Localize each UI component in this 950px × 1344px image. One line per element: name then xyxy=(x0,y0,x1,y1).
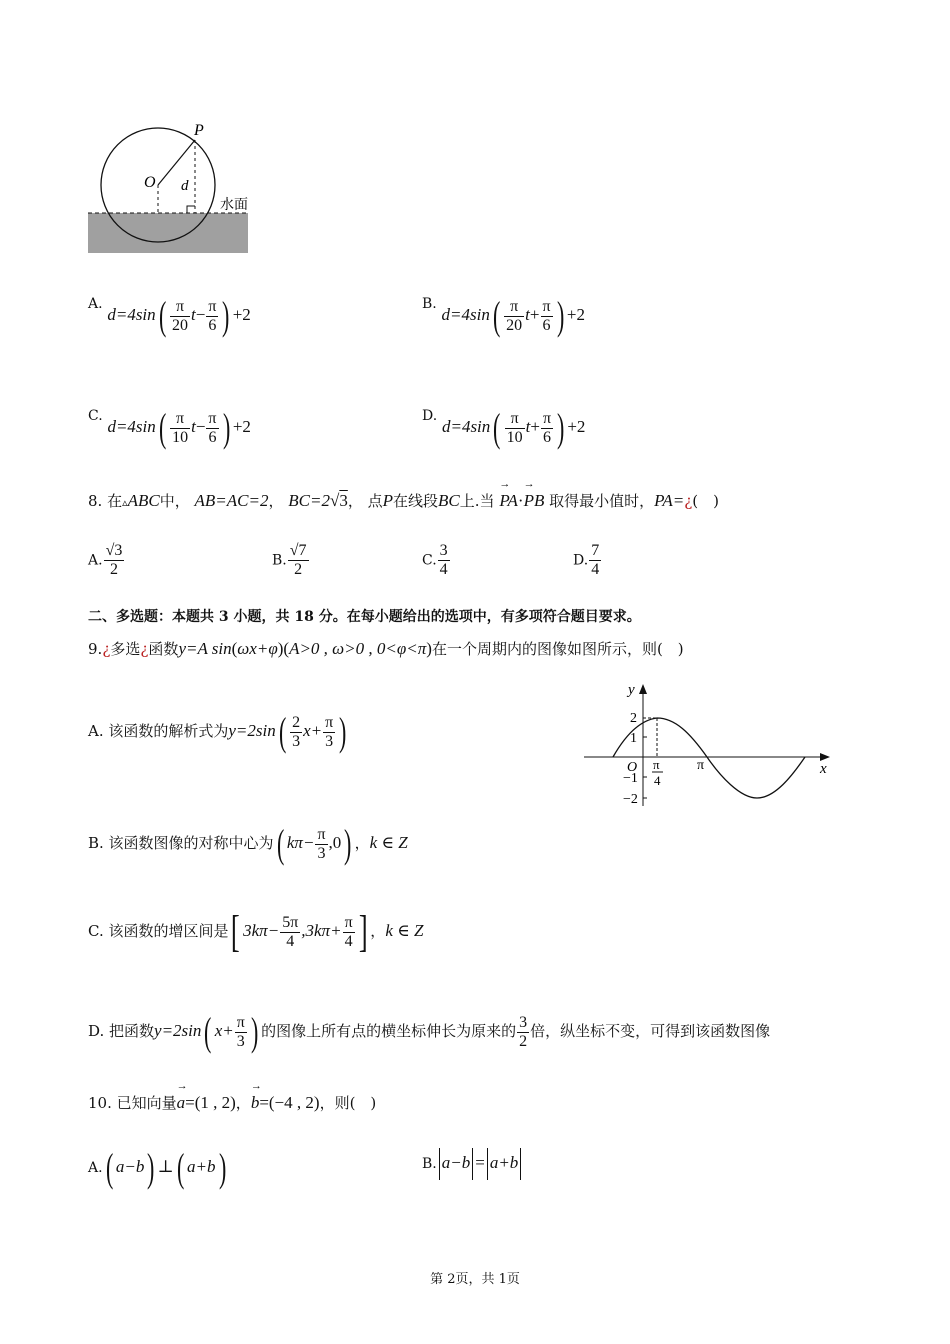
page-footer: 第 2页，共 1页 xyxy=(430,1272,520,1287)
label-1: 1 xyxy=(630,731,637,746)
q8-option-d[interactable]: D. $\frac{7}{4}$ xyxy=(573,542,600,578)
sine-graph xyxy=(580,678,840,810)
option-label: A. xyxy=(88,296,103,312)
radius-op xyxy=(158,140,195,185)
option-label: D. xyxy=(422,408,438,424)
q7-option-d[interactable]: D. d=4sin( $\frac{\pi}{10}$ t+ $\frac{\pi}{6}$ ) +2 xyxy=(422,405,586,450)
q10-option-a[interactable]: A.( a−b) ⊥( a+b) xyxy=(88,1145,226,1190)
right-angle-mark xyxy=(187,206,195,213)
q7-option-b[interactable]: B. d=4sin( $\frac{\pi}{20}$ t+ $\frac{\pi}{6}$ ) +2 xyxy=(422,293,585,338)
q8-option-c[interactable]: C. $\frac{3}{4}$ xyxy=(422,542,448,578)
label-y: y xyxy=(628,682,635,698)
q10-stem: 10. 已知向量→ a=(1 , 2)，→ b=(−4 , 2)，则( ) xyxy=(88,1092,376,1113)
sine-curve xyxy=(613,718,805,798)
option-label: C. xyxy=(88,408,103,424)
x-axis-arrow xyxy=(820,753,830,761)
q7-option-a[interactable]: A. d=4sin( $\frac{\pi}{20}$ t− $\frac{\pi}{6}$ ) +2 xyxy=(88,293,251,338)
label-water: 水面 xyxy=(220,197,248,213)
q9-option-a[interactable]: A. 该函数的解析式为y=2sin( $\frac{2}{3}$ x+ $\frac{\pi}{3}$ ) xyxy=(88,709,347,754)
label-2: 2 xyxy=(630,711,637,726)
formula-head: d=4sin xyxy=(107,305,156,324)
q8-option-a[interactable]: A. $\frac{√3}{2}$ xyxy=(88,542,123,578)
q9-stem: 9.¿多选¿函数y=A sin(ωx+φ)(A>0 , ω>0 , 0<φ<π)在一个周期内的图像如图所示，则( ) xyxy=(88,639,684,658)
label-m2: −2 xyxy=(623,792,638,807)
option-label: B. xyxy=(422,296,437,312)
section-2-heading: 二、多选题：本题共 3 小题，共 18 分。在每小题给出的选项中，有多项符合题目要求。 xyxy=(88,609,641,625)
label-p: P xyxy=(194,122,204,139)
q9-option-b[interactable]: B. 该函数图像的对称中心为( kπ− $\frac{\pi}{3}$ ,0) ，k ∈ Z xyxy=(88,821,408,866)
q9-option-c[interactable]: C. 该函数的增区间是[ 3kπ− $\frac{5\pi}{4}$ ,3kπ+ $\frac{\pi}{4}$ ] ，k ∈ Z xyxy=(88,907,424,956)
label-pi4-num: π xyxy=(653,757,660,772)
q9-option-d[interactable]: D. 把函数y=2sin( x+ $\frac{\pi}{3}$ ) 的图像上所有点的横坐标伸长为原来的 $\frac{3}{2}$ 倍，纵坐标不变，可得到该函数图像 xyxy=(88,1009,771,1054)
q8-stem: 8. 在▵ABC中， AB=AC=2， BC=2√3， 点P在线段BC上.当 → PA·→ PB 取得最小值时，PA=¿( ) xyxy=(88,490,719,511)
label-d: d xyxy=(181,178,189,194)
label-pi: π xyxy=(697,758,705,773)
y-axis-arrow xyxy=(639,684,647,694)
q8-option-b[interactable]: B. $\frac{√7}{2}$ xyxy=(272,542,307,578)
q7-option-c[interactable]: C. d=4sin( $\frac{\pi}{10}$ t− $\frac{\pi}{6}$ ) +2 xyxy=(88,405,251,450)
wheel-figure xyxy=(80,115,280,260)
q10-option-b[interactable]: B. a−b = a+b xyxy=(422,1148,523,1180)
label-m1: −1 xyxy=(623,771,638,786)
label-pi4-den: 4 xyxy=(654,773,661,788)
fraction: $\frac{\pi}{20}$ xyxy=(171,297,188,334)
label-x: x xyxy=(820,761,827,777)
label-o: O xyxy=(627,760,638,775)
label-o: O xyxy=(144,174,156,191)
